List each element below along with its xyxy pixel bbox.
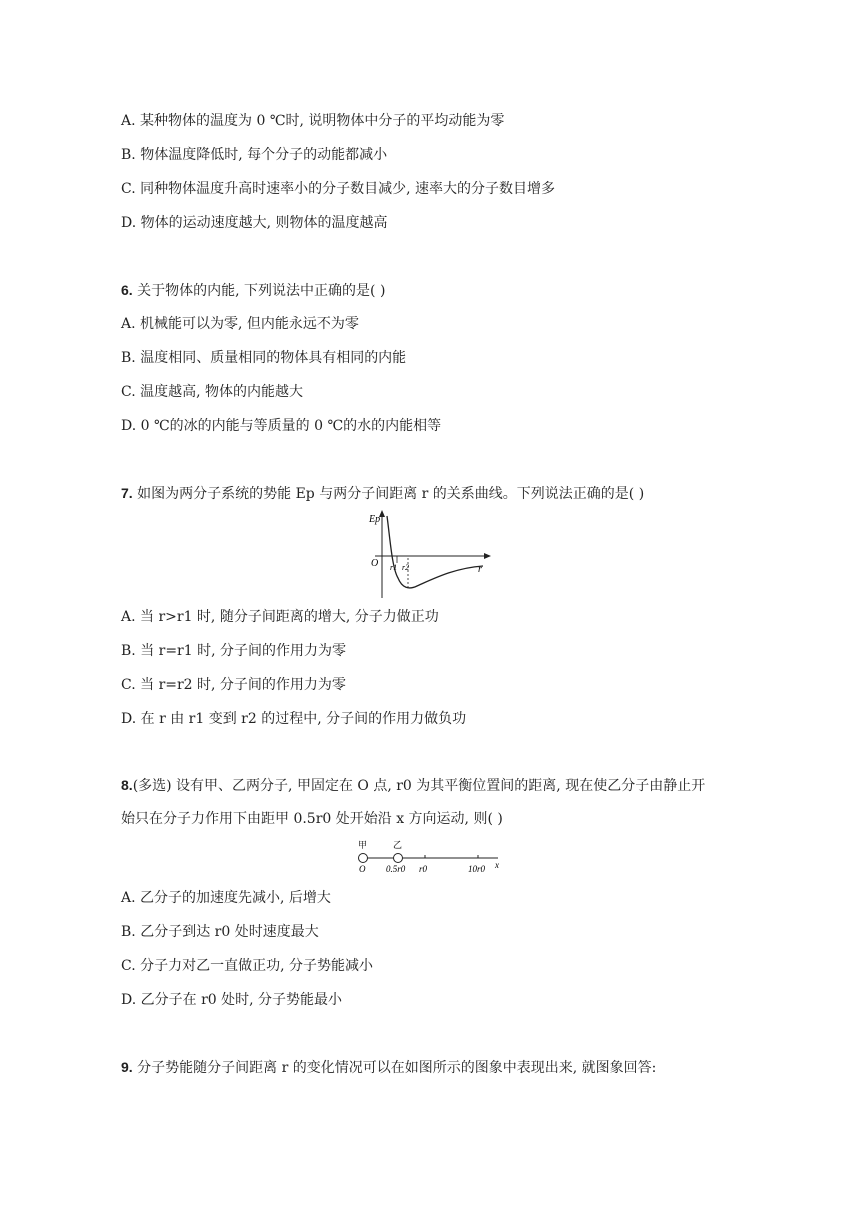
q8-yi-label: 乙	[393, 840, 403, 850]
q7-stem-text: 如图为两分子系统的势能 Ep 与两分子间距离 r 的关系曲线。下列说法正确的是( )	[132, 486, 645, 502]
q8-half-r0-label: 0.5r0	[386, 864, 406, 874]
q8-r0-label: r0	[419, 864, 428, 874]
q7-option-d: D. 在 r 由 r1 变到 r2 的过程中, 分子间的作用力做负功	[121, 711, 467, 727]
q6-option-d: D. 0 ℃的冰的内能与等质量的 0 ℃的水的内能相等	[121, 418, 442, 434]
q8-option-c: C. 分子力对乙一直做正功, 分子势能减小	[121, 958, 374, 974]
q8-option-b: B. 乙分子到达 r0 处时速度最大	[121, 924, 319, 940]
q8-option-d: D. 乙分子在 r0 处时, 分子势能最小	[121, 992, 343, 1008]
q8-stem-line2: 始只在分子力作用下由距甲 0.5r0 处开始沿 x 方向运动, 则( )	[121, 811, 503, 827]
q8-x-label: x	[495, 860, 499, 870]
q8-stem-line1	[121, 775, 705, 796]
q8-ten-r0-label: 10r0	[468, 864, 486, 874]
q6-number: 6.	[121, 282, 133, 298]
q7-potential-energy-figure	[365, 508, 495, 600]
q6-stem-text: 关于物体的内能, 下列说法中正确的是( )	[132, 283, 386, 299]
q7-option-a: A. 当 r>r1 时, 随分子间距离的增大, 分子力做正功	[121, 609, 439, 625]
q7-option-b: B. 当 r=r1 时, 分子间的作用力为零	[121, 643, 347, 659]
q7-option-c: C. 当 r=r2 时, 分子间的作用力为零	[121, 677, 346, 693]
q8-option-a: A. 乙分子的加速度先减小, 后增大	[121, 890, 331, 906]
q7-r1-label: r1	[390, 563, 398, 572]
q8-molecule-axis-figure	[352, 838, 512, 878]
q6-option-c: C. 温度越高, 物体的内能越大	[121, 384, 304, 400]
q6-stem	[121, 280, 385, 301]
q5-option-d: D. 物体的运动速度越大, 则物体的温度越高	[121, 215, 388, 231]
q7-x-label: r	[478, 564, 482, 575]
q6-option-a: A. 机械能可以为零, 但内能永远不为零	[121, 316, 359, 332]
q8-jia-label: 甲	[358, 840, 368, 850]
q9-stem	[121, 1057, 656, 1078]
q5-option-c: C. 同种物体温度升高时速率小的分子数目减少, 速率大的分子数目增多	[121, 181, 556, 197]
q5-option-a: A. 某种物体的温度为 0 ℃时, 说明物体中分子的平均动能为零	[121, 113, 505, 129]
q9-stem-text: 分子势能随分子间距离 r 的变化情况可以在如图所示的图象中表现出来, 就图象回答:	[132, 1060, 657, 1076]
q8-yi-molecule	[394, 854, 403, 863]
q8-stem-text-1: (多选) 设有甲、乙两分子, 甲固定在 O 点, r0 为其平衡位置间的距离, 现在使乙分子由静止开	[132, 778, 706, 794]
q7-number: 7.	[121, 485, 133, 501]
q7-r2-label: r2	[402, 563, 410, 572]
q8-number: 8.	[121, 777, 133, 793]
q7-stem	[121, 483, 644, 504]
q8-jia-molecule	[359, 854, 368, 863]
q5-option-b: B. 物体温度降低时, 每个分子的动能都减小	[121, 147, 388, 163]
q8-origin-label: O	[359, 864, 366, 874]
q7-y-label: Ep	[369, 514, 381, 525]
q6-option-b: B. 温度相同、质量相同的物体具有相同的内能	[121, 350, 407, 366]
q7-origin-label: O	[371, 558, 379, 569]
q9-number: 9.	[121, 1059, 133, 1075]
